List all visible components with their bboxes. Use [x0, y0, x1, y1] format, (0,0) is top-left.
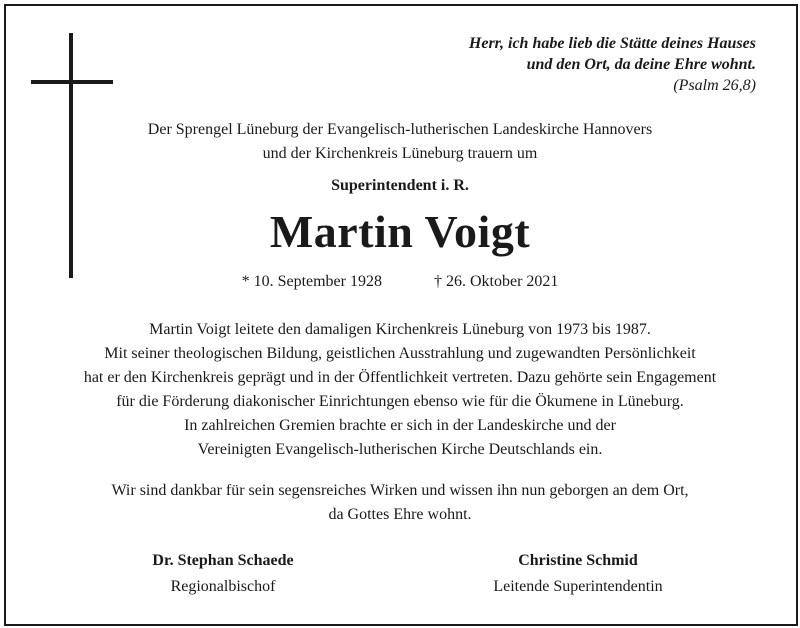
deceased-title: Superintendent i. R. [331, 177, 469, 194]
biography-line: für die Förderung diakonischer Einrichtungen ebenso wie für die Ökumene in Lüneburg. [116, 393, 684, 410]
birth-date: * 10. September 1928 [241, 273, 382, 290]
death-date: † 26. Oktober 2021 [433, 273, 559, 290]
biography-line: In zahlreichen Gremien brachte er sich in der Landeskirche und der [184, 417, 616, 434]
biography-line: hat er den Kirchenkreis geprägt und in der Öffentlichkeit vertreten. Dazu gehörte sein Engagement [83, 369, 717, 386]
intro-text [0, 118, 800, 166]
intro-line-1: Der Sprengel Lüneburg der Evangelisch-lutherischen Landeskirche Hannovers [147, 121, 653, 138]
signer-regional-bishop [73, 548, 373, 600]
thanks-text [0, 479, 800, 527]
deceased-name: Martin Voigt [269, 206, 531, 257]
thanks-line: da Gottes Ehre wohnt. [328, 506, 472, 523]
psalm-reference: (Psalm 26,8) [673, 77, 756, 94]
signer-title: Regionalbischof [170, 578, 276, 595]
signer-superintendent [428, 548, 728, 600]
biography-text [0, 318, 800, 462]
signer-name: Christine Schmid [518, 552, 638, 569]
signer-title: Leitende Superintendentin [493, 578, 663, 595]
psalm-line-1: Herr, ich habe lieb die Stätte deines Hauses [468, 35, 756, 52]
biography-line: Vereinigten Evangelisch-lutherischen Kirche Deutschlands ein. [197, 441, 603, 458]
psalm-line-2: und den Ort, da deine Ehre wohnt. [526, 56, 756, 73]
signer-name: Dr. Stephan Schaede [152, 552, 294, 569]
psalm-quote [469, 33, 756, 96]
biography-line: Mit seiner theologischen Bildung, geistlichen Ausstrahlung und zugewandten Persönlichkeit [104, 345, 696, 362]
obituary-border [4, 4, 798, 626]
biography-line: Martin Voigt leitete den damaligen Kirchenkreis Lüneburg von 1973 bis 1987. [149, 321, 651, 338]
life-dates [0, 270, 800, 294]
thanks-line: Wir sind dankbar für sein segensreiches Wirken und wissen ihn nun geborgen an dem Ort, [111, 482, 689, 499]
intro-line-2: und der Kirchenkreis Lüneburg trauern um [262, 145, 538, 162]
